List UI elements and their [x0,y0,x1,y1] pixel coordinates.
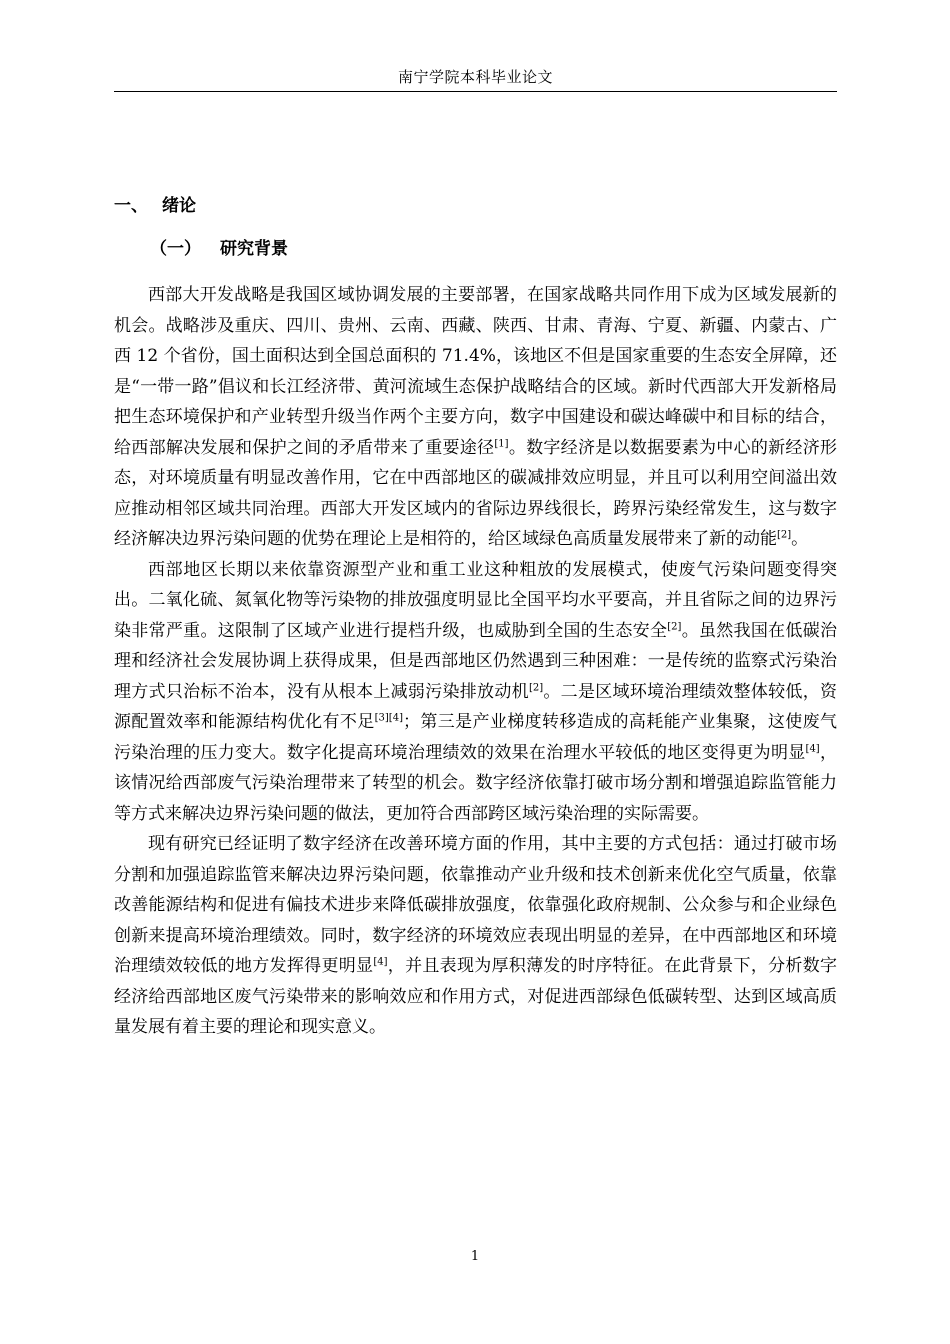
paragraph-3 [114,829,837,1043]
citation: [1] [494,437,509,449]
citation: [4] [373,956,388,968]
section-number: （一） [150,239,201,259]
citation: [3][4] [374,712,403,724]
chapter-number: 一、 [114,196,148,216]
paragraph-text: 。数字经济是以数据要素为中心的新经济形态，对环境质量有明显改善作用，它在中西部地区的碳减排效应明显，并且可以利用空间溢出效应推动相邻区域共同治理。西部大开发区域内的省际边界线很长，跨界污染经常发生，这与数字经济解决边界污染问题的优势在理论上是相符的，给区域绿色高质量发展带来了新的动能 [114,437,838,549]
section-heading [150,237,288,261]
citation: [2] [777,529,792,541]
paragraph-2 [114,555,837,830]
page-number: 1 [470,1249,480,1264]
paragraph-text: 。虽然我国在低碳治理和经济社会发展协调上获得成果，但是西部地区仍然遇到三种困难：一是传统的监察式污染治理方式只治标不治本，没有从根本上减弱污染排放动机 [114,620,838,702]
citation: [2] [528,681,544,693]
paragraph-text: ，该情况给西部废气污染治理带来了转型的机会。数字经济依靠打破市场分割和增强追踪监管能力等方式来解决边界污染问题的做法，更加符合西部跨区域污染治理的实际需要。 [114,742,838,824]
paragraph-text: 。二是区域环境治理绩效整体较低，资源配置效率和能源结构优化有不足 [114,681,838,732]
paragraph-text: 西部大开发战略是我国区域协调发展的主要部署，在国家战略共同作用下成为区域发展新的机会。战略涉及重庆、四川、贵州、云南、西藏、陕西、甘肃、青海、宁夏、新疆、内蒙古、广西 12 个省份，国土面积达到全国总面积的 71.4%，该地区不但是国家重要的生态安全屏障，还是“一带一路”倡议和长江经济带、黄河流域生态保护战略结合的区域。新时代西部大开发新格局把生态环境保护和产业转型升级当作两个主要方向，数字中国建设和碳达峰碳中和目标的结合，给西部解决发展和保护之间的矛盾带来了重要途径 [114,285,837,458]
chapter-heading [114,194,196,218]
paragraph-1 [114,280,837,555]
citation: [2] [667,620,682,632]
running-header: 南宁学院本科毕业论文 [114,66,837,92]
paragraph-text: 现有研究已经证明了数字经济在改善环境方面的作用，其中主要的方式包括：通过打破市场分割和加强追踪监管来解决边界污染问题，依靠推动产业升级和技术创新来优化空气质量，依靠改善能源结构和促进有偏技术进步来降低碳排放强度，依靠强化政府规制、公众参与和企业绿色创新来提高环境治理绩效。同时，数字经济的环境效应表现出明显的差异，在中西部地区和环境治理绩效较低的地方发挥得更明显 [114,834,837,976]
paragraph-text: 。 [791,529,809,549]
body-text [114,280,837,1043]
paragraph-text: ，并且表现为厚积薄发的时序特征。在此背景下，分析数字经济给西部地区废气污染带来的影响效应和作用方式，对促进西部绿色低碳转型、达到区域高质量发展有着主要的理论和现实意义。 [114,956,837,1037]
section-title: 研究背景 [220,239,288,259]
chapter-title: 绪论 [162,196,196,216]
paragraph-text: ；第三是产业梯度转移造成的高耗能产业集聚，这使废气污染治理的压力变大。数字化提高环境治理绩效的效果在治理水平较低的地区变得更为明显 [114,712,838,763]
citation: [4] [805,742,820,754]
paragraph-text: 西部地区长期以来依靠资源型产业和重工业这种粗放的发展模式，使废气污染问题变得突出。二氧化硫、氮氧化物等污染物的排放强度明显比全国平均水平要高，并且省际之间的边界污染非常严重。这限制了区域产业进行提档升级，也威胁到全国的生态安全 [114,559,837,641]
